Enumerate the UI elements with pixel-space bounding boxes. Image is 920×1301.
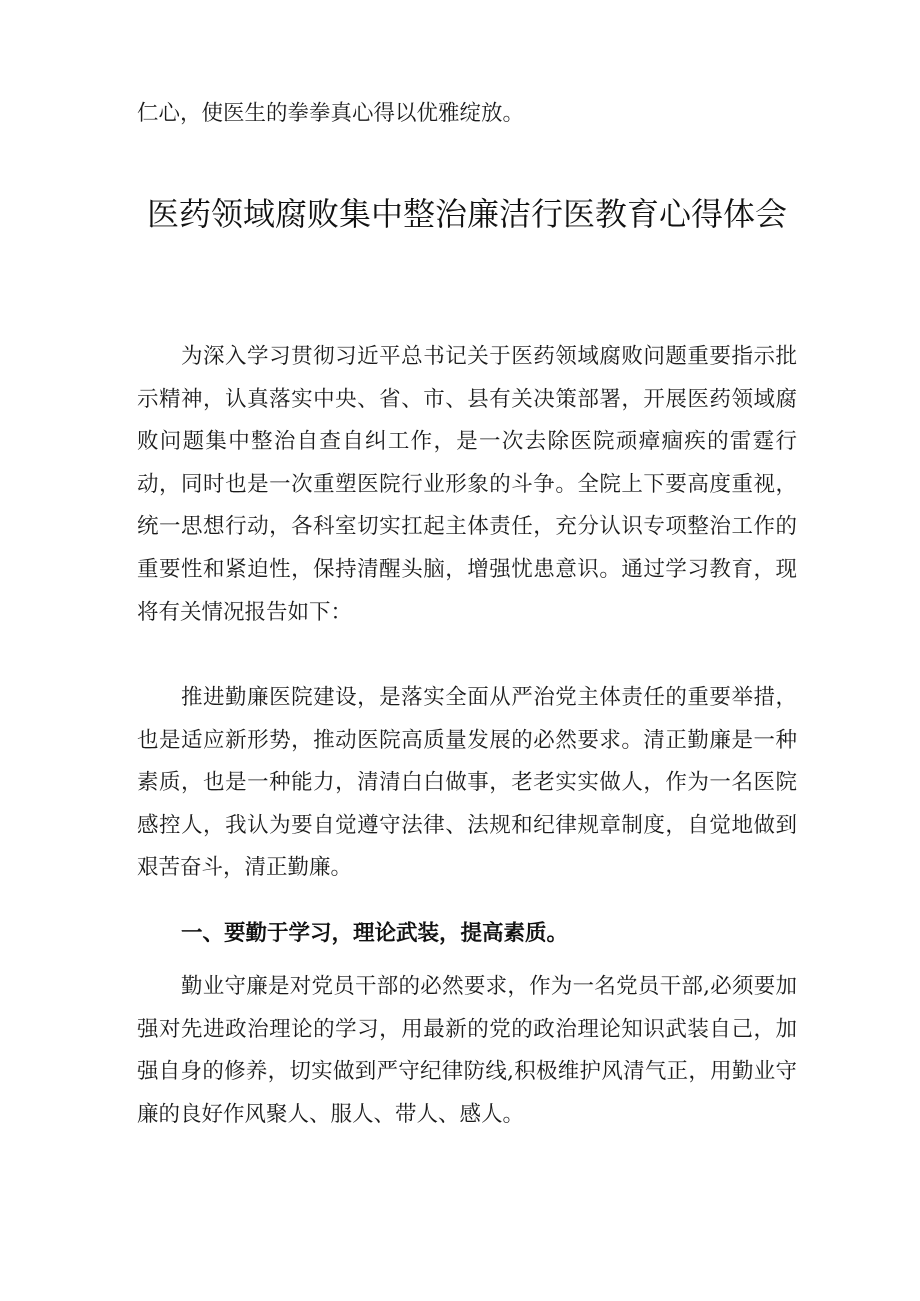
continuation-paragraph: 仁心，使医生的拳拳真心得以优雅绽放。 bbox=[137, 101, 525, 126]
section-heading-study: 一、要勤于学习，理论武装，提高素质。 bbox=[181, 921, 569, 946]
body-paragraph-intro: 为深入学习贯彻习近平总书记关于医药领域腐败问题重要指示批示精神，认真落实中央、省、市、县有关决策部署，开展医药领域腐败问题集中整治自查自纠工作，是一次去除医院顽瘴痼疾的雷霆行动，同时也是一次重塑医院行业形象的斗争。全院上下要高度重视，统一思想行动，各科室切实扛起主体责任，充分认识专项整治工作的重要性和紧迫性，保持清醒头脑，增强忧患意识。通过学习教育，现将有关情况报告如下： bbox=[137, 344, 797, 625]
document-title: 医药领域腐败集中整治廉洁行医教育心得体会 bbox=[146, 195, 787, 233]
body-paragraph-construction: 推进勤廉医院建设，是落实全面从严治党主体责任的重要举措，也是适应新形势，推动医院高质量发展的必然要求。清正勤廉是一种素质，也是一种能力，清清白白做事，老老实实做人，作为一名医院感控人，我认为要自觉遵守法律、法规和纪律规章制度，自觉地做到艰苦奋斗，清正勤廉。 bbox=[137, 685, 797, 881]
body-paragraph-study: 勤业守廉是对党员干部的必然要求，作为一名党员干部,必须要加强对先进政治理论的学习，用最新的党的政治理论知识武装自己，加强自身的修养，切实做到严守纪律防线,积极维护风清气正，用勤业守廉的良好作风聚人、服人、带人、感人。 bbox=[137, 974, 797, 1127]
